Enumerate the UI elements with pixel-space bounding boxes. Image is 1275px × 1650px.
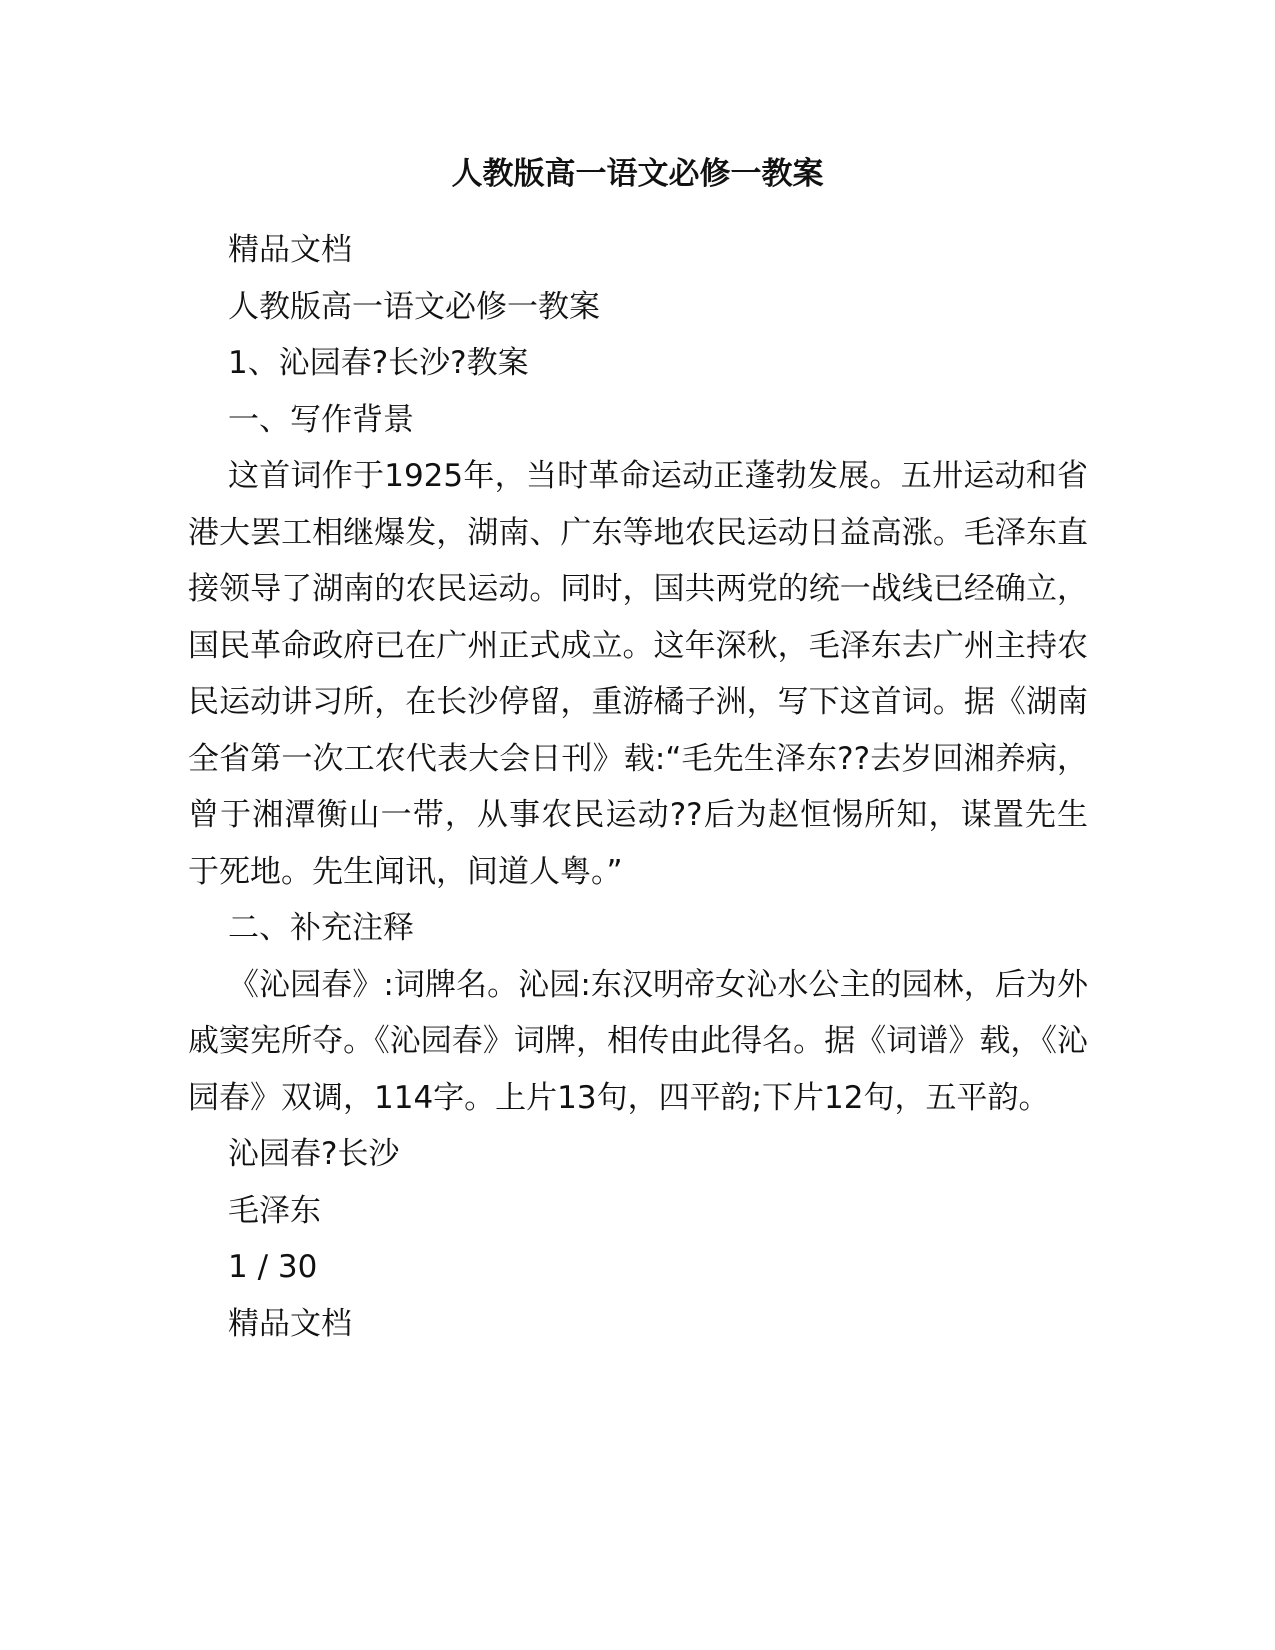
- section-1-body: 这首词作于1925年，当时革命运动正蓬勃发展。五卅运动和省港大罢工相继爆发，湖南、广东等地农民运动日益高涨。毛泽东直接领导了湖南的农民运动。同时，国共两党的统一战线已经确立，国民革命政府已在广州正式成立。这年深秋，毛泽东去广州主持农民运动讲习所，在长沙停留，重游橘子洲，写下这首词。据《湖南全省第一次工农代表大会日刊》载:“毛先生泽东??去岁回湘养病，曾于湘潭衡山一带，从事农民运动??后为赵恒惕所知，谋置先生于死地。先生闻讯，间道人粤。”: [188, 458, 1088, 890]
- section-2-body: 《沁园春》:词牌名。沁园:东汉明帝女沁水公主的园林，后为外戚窦宪所夺。《沁园春》词牌，相传由此得名。据《词谱》载，《沁园春》双调，114字。上片13句，四平韵;下片12句，五平韵。: [188, 966, 1088, 1116]
- document-subtitle: 人教版高一语文必修一教案: [228, 288, 600, 325]
- poem-author: 毛泽东: [228, 1192, 321, 1229]
- section-1-heading: 一、写作背景: [228, 401, 414, 438]
- document-title: 人教版高一语文必修一教案: [451, 156, 824, 192]
- header-label: 精品文档: [228, 232, 352, 268]
- lesson-heading: 1、沁园春?长沙?教案: [228, 345, 529, 381]
- document-body: [188, 222, 1088, 1352]
- footer-label: 精品文档: [228, 1305, 352, 1342]
- page-indicator: 1 / 30: [228, 1249, 318, 1285]
- section-2-heading: 二、补充注释: [228, 910, 414, 946]
- poem-title: 沁园春?长沙: [228, 1136, 400, 1172]
